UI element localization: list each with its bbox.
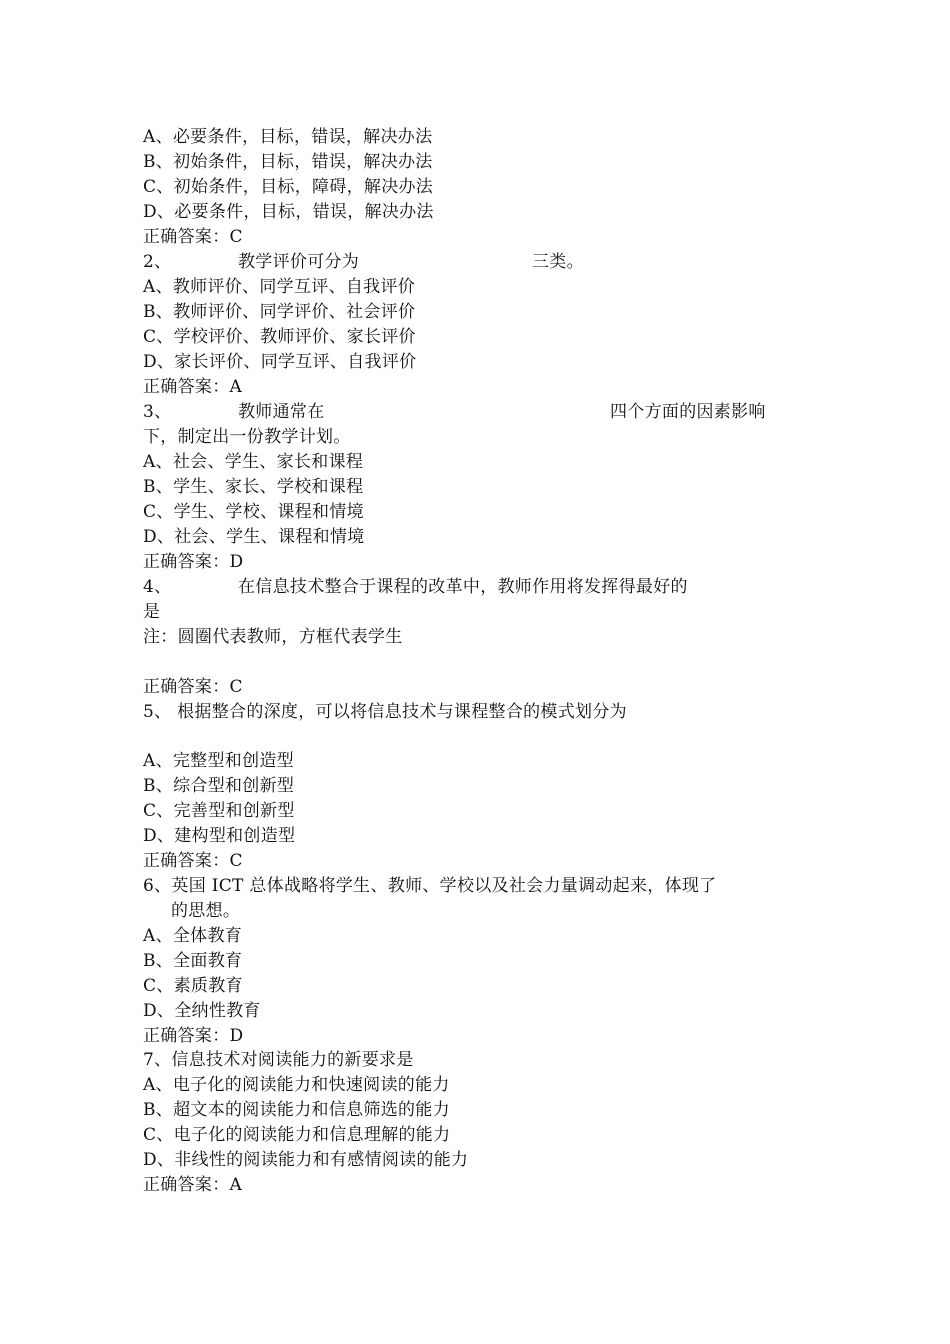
q3-option-b: B、学生、家长、学校和课程 <box>143 477 364 497</box>
q6-stem-continued: 的思想。 <box>171 901 241 921</box>
q5-option-c: C、完善型和创新型 <box>143 801 295 821</box>
q3-answer: 正确答案：D <box>143 552 244 572</box>
q5-answer: 正确答案：C <box>143 851 243 871</box>
q7-answer: 正确答案：A <box>143 1175 243 1195</box>
q2-option-c: C、学校评价、教师评价、家长评价 <box>143 327 416 347</box>
q1-option-b: B、初始条件，目标，错误，解决办法 <box>143 152 433 172</box>
q7-option-a: A、电子化的阅读能力和快速阅读的能力 <box>143 1075 450 1095</box>
q7-stem: 7、信息技术对阅读能力的新要求是 <box>143 1050 414 1070</box>
q2-number: 2、 <box>143 252 172 272</box>
q3-option-d: D、社会、学生、课程和情境 <box>143 527 365 547</box>
q6-answer: 正确答案：D <box>143 1026 244 1046</box>
q3-stem-continued: 下，制定出一份教学计划。 <box>143 427 351 447</box>
q6-option-d: D、全纳性教育 <box>143 1001 261 1021</box>
q5-option-b: B、综合型和创新型 <box>143 776 295 796</box>
q5-option-a: A、完整型和创造型 <box>143 751 294 771</box>
q6-option-c: C、素质教育 <box>143 976 243 996</box>
q2-stem-text: 教学评价可分为 <box>238 252 360 272</box>
q3-number: 3、 <box>143 402 172 422</box>
q6-option-a: A、全体教育 <box>143 926 243 946</box>
q7-option-d: D、非线性的阅读能力和有感情阅读的能力 <box>143 1150 469 1170</box>
q3-option-c: C、学生、学校、课程和情境 <box>143 502 364 522</box>
q3-stem-text: 教师通常在 <box>238 402 325 422</box>
q2-stem-tail: 三类。 <box>532 252 584 272</box>
q1-option-d: D、必要条件，目标，错误，解决办法 <box>143 202 434 222</box>
q1-answer: 正确答案：C <box>143 227 243 247</box>
q3-stem-tail: 四个方面的因素影响 <box>610 402 766 422</box>
q2-option-b: B、教师评价、同学评价、社会评价 <box>143 302 416 322</box>
q7-option-b: B、超文本的阅读能力和信息筛选的能力 <box>143 1100 450 1120</box>
q1-option-c: C、初始条件，目标，障碍，解决办法 <box>143 177 434 197</box>
q6-option-b: B、全面教育 <box>143 951 243 971</box>
q4-stem-continued: 是 <box>143 602 161 622</box>
q2-option-d: D、家长评价、同学互评、自我评价 <box>143 352 417 372</box>
q5-option-d: D、建构型和创造型 <box>143 826 296 846</box>
q6-stem: 6、英国 ICT 总体战略将学生、教师、学校以及社会力量调动起来，体现了 <box>143 876 717 896</box>
q7-option-c: C、电子化的阅读能力和信息理解的能力 <box>143 1125 451 1145</box>
q5-stem: 5、 根据整合的深度，可以将信息技术与课程整合的模式划分为 <box>143 702 627 722</box>
q4-note: 注：圆圈代表教师，方框代表学生 <box>143 627 403 647</box>
q1-option-a: A、必要条件，目标，错误，解决办法 <box>143 127 433 147</box>
q4-answer: 正确答案：C <box>143 677 243 697</box>
q4-stem-text: 在信息技术整合于课程的改革中，教师作用将发挥得最好的 <box>238 577 688 597</box>
q3-option-a: A、社会、学生、家长和课程 <box>143 452 364 472</box>
q2-option-a: A、教师评价、同学互评、自我评价 <box>143 277 416 297</box>
q2-answer: 正确答案：A <box>143 377 243 397</box>
q4-number: 4、 <box>143 577 172 597</box>
